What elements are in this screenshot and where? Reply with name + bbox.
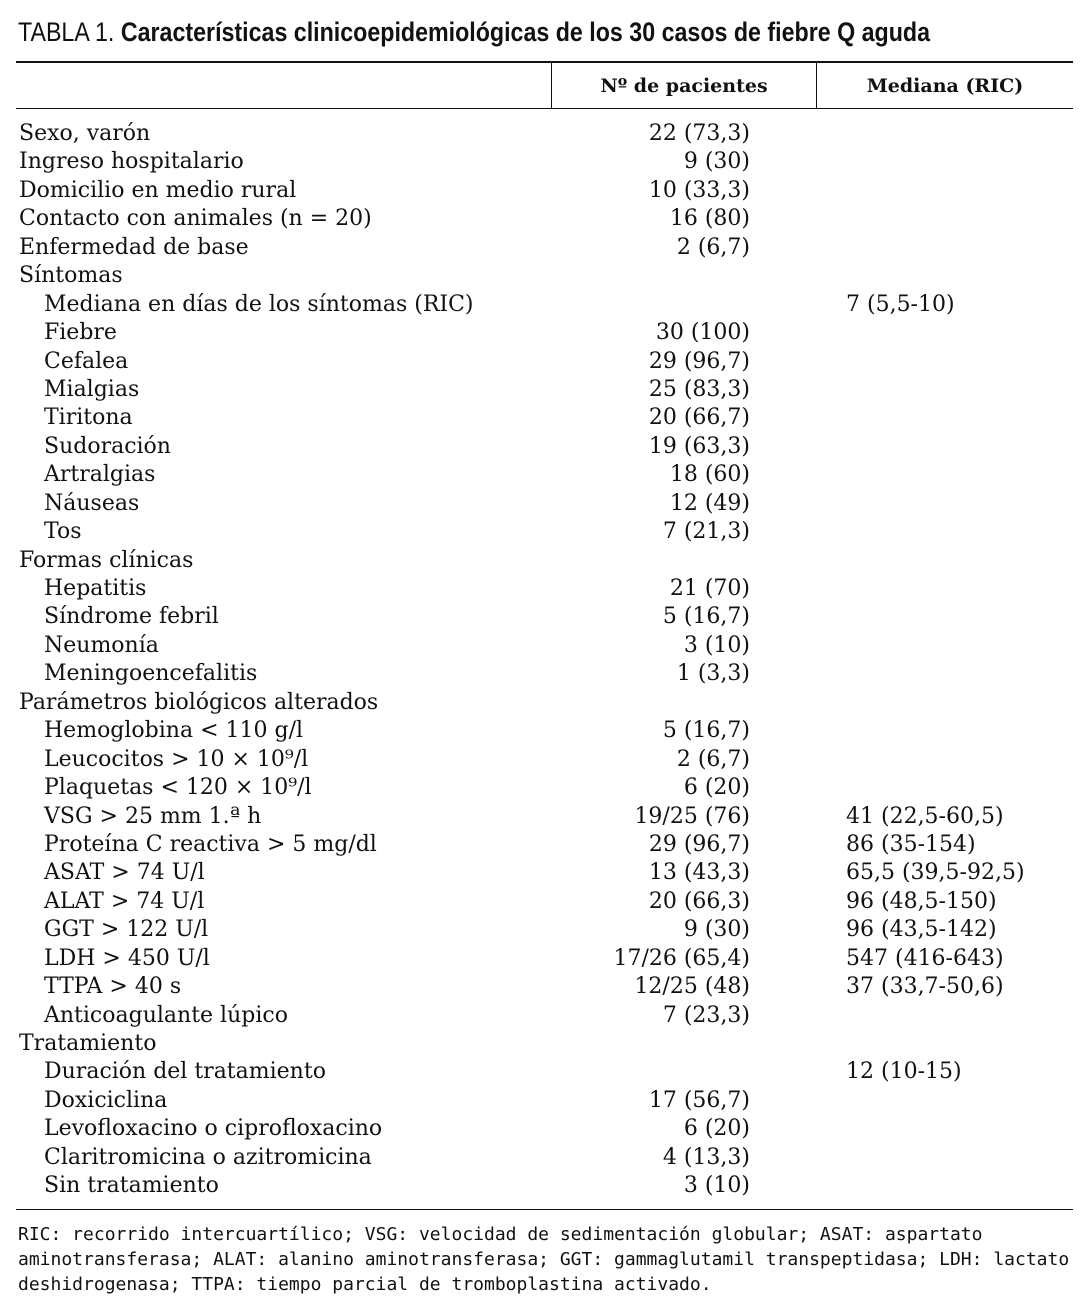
table-row	[0, 603, 1082, 631]
row-label: Tratamiento	[19, 1031, 157, 1056]
cell-pacientes: 30 (100)	[655, 320, 750, 346]
row-label: ALAT > 74 U/l	[44, 888, 205, 914]
top-rule	[16, 61, 1073, 63]
cell-pacientes: 12/25 (48)	[634, 974, 750, 1000]
row-label: Doxiciclina	[44, 1087, 168, 1113]
cell-pacientes: 25 (83,3)	[648, 376, 750, 402]
column-divider-2	[816, 62, 817, 108]
cell-pacientes: 21 (70)	[669, 576, 750, 601]
table-row	[0, 1172, 1082, 1200]
row-label: GGT > 122 U/l	[44, 917, 209, 943]
row-label: Levofloxacino o ciprofloxacino	[44, 1116, 383, 1142]
cell-pacientes: 13 (43,3)	[648, 860, 750, 886]
cell-pacientes: 22 (73,3)	[648, 121, 750, 146]
row-label: Sudoración	[44, 433, 171, 459]
cell-pacientes: 18 (60)	[669, 462, 750, 488]
table-row	[0, 888, 1082, 916]
table-row	[0, 234, 1082, 262]
cell-pacientes: 29 (96,7)	[648, 831, 750, 857]
row-label: Meningoencefalitis	[44, 661, 258, 687]
table-row	[0, 916, 1082, 944]
cell-pacientes: 20 (66,7)	[648, 405, 750, 431]
cell-mediana: 37 (33,7-50,6)	[846, 974, 1004, 1000]
row-label: Fiebre	[44, 320, 117, 346]
row-label: Tos	[44, 519, 82, 545]
row-label: Formas clínicas	[19, 547, 194, 573]
cell-pacientes: 19 (63,3)	[648, 433, 750, 459]
row-label: ASAT > 74 U/l	[44, 860, 205, 886]
row-label: Contacto con animales (n = 20)	[19, 206, 372, 232]
row-label: Síntomas	[19, 263, 123, 289]
table-body	[0, 120, 1082, 1201]
table-row	[0, 774, 1082, 802]
cell-pacientes: 6 (20)	[683, 775, 750, 801]
table-row	[0, 547, 1082, 575]
cell-pacientes: 7 (21,3)	[662, 519, 750, 545]
row-label: Anticoagulante lúpico	[44, 1002, 288, 1028]
table-footnote: RIC: recorrido intercuartílico; VSG: velocidad de sedimentación globular; ASAT: aspartato aminotransferasa; ALAT: alanino aminotransferasa; GGT: gammaglutamil transpeptidasa; LDH: lactato deshidrogenasa; TTPA: tiempo parcial de tromboplastina activado.	[18, 1224, 1070, 1295]
table-row	[0, 518, 1082, 546]
table-row	[0, 376, 1082, 404]
table-row	[0, 291, 1082, 319]
cell-pacientes: 3 (10)	[683, 1173, 750, 1199]
cell-pacientes: 2 (6,7)	[676, 234, 750, 260]
cell-pacientes: 5 (16,7)	[662, 604, 750, 630]
row-label: Hemoglobina < 110 g/l	[44, 718, 304, 744]
table-row	[0, 1058, 1082, 1086]
table-row	[0, 205, 1082, 233]
table-row	[0, 461, 1082, 489]
row-label: Náuseas	[44, 490, 140, 516]
table-row	[0, 262, 1082, 290]
row-label: Hepatitis	[44, 576, 147, 601]
row-label: Parámetros biológicos alterados	[19, 689, 379, 715]
table-title	[18, 14, 930, 50]
table-row	[0, 404, 1082, 432]
row-label: VSG > 25 mm 1.ª h	[44, 803, 262, 829]
table-row	[0, 632, 1082, 660]
table-row	[0, 1087, 1082, 1115]
row-label: Sexo, varón	[19, 121, 151, 146]
table-row	[0, 433, 1082, 461]
table-row	[0, 689, 1082, 717]
cell-pacientes: 4 (13,3)	[662, 1144, 750, 1170]
cell-pacientes: 16 (80)	[669, 206, 750, 232]
cell-pacientes: 3 (10)	[683, 632, 750, 658]
table-row	[0, 746, 1082, 774]
row-label: Ingreso hospitalario	[19, 149, 244, 175]
table-row	[0, 945, 1082, 973]
cell-pacientes: 9 (30)	[683, 917, 750, 943]
row-label: Enfermedad de base	[19, 234, 249, 260]
cell-pacientes: 29 (96,7)	[648, 348, 750, 374]
table-row	[0, 575, 1082, 603]
row-label: LDH > 450 U/l	[44, 945, 210, 971]
table-row	[0, 973, 1082, 1001]
table-row	[0, 120, 1082, 148]
cell-mediana: 65,5 (39,5-92,5)	[846, 860, 1025, 886]
cell-pacientes: 17/26 (65,4)	[613, 945, 750, 971]
cell-mediana: 7 (5,5-10)	[846, 291, 955, 317]
row-label: TTPA > 40 s	[44, 974, 182, 1000]
table-row	[0, 1002, 1082, 1030]
header-mediana: Mediana (RIC)	[866, 75, 1024, 97]
cell-pacientes: 20 (66,3)	[648, 888, 750, 914]
row-label: Sin tratamiento	[44, 1173, 219, 1199]
table-row	[0, 1030, 1082, 1058]
row-label: Leucocitos > 10 × 10⁹/l	[44, 746, 309, 772]
cell-pacientes: 2 (6,7)	[676, 746, 750, 772]
cell-mediana: 12 (10-15)	[846, 1059, 962, 1085]
cell-mediana: 96 (43,5-142)	[846, 917, 997, 943]
row-label: Mialgias	[44, 376, 140, 402]
bottom-rule	[16, 1209, 1073, 1210]
row-label: Tiritona	[44, 405, 133, 431]
row-label: Domicilio en medio rural	[19, 177, 297, 203]
table-row	[0, 831, 1082, 859]
header-rule	[16, 108, 1073, 109]
table-label: TABLA 1.	[18, 17, 115, 47]
row-label: Plaquetas < 120 × 10⁹/l	[44, 775, 312, 801]
row-label: Mediana en días de los síntomas (RIC)	[44, 291, 474, 317]
table-row	[0, 348, 1082, 376]
cell-pacientes: 7 (23,3)	[662, 1002, 750, 1028]
table-row	[0, 490, 1082, 518]
cell-pacientes: 9 (30)	[683, 149, 750, 175]
row-label: Cefalea	[44, 348, 129, 374]
row-label: Duración del tratamiento	[44, 1059, 326, 1085]
table-row	[0, 177, 1082, 205]
table-row	[0, 803, 1082, 831]
cell-mediana: 86 (35-154)	[846, 831, 976, 857]
cell-mediana: 96 (48,5-150)	[846, 888, 997, 914]
cell-mediana: 547 (416-643)	[846, 945, 1004, 971]
row-label: Neumonía	[44, 632, 159, 658]
cell-pacientes: 10 (33,3)	[648, 177, 750, 203]
cell-mediana: 41 (22,5-60,5)	[846, 803, 1004, 829]
table-row	[0, 148, 1082, 176]
row-label: Síndrome febril	[44, 604, 219, 630]
column-divider-1	[551, 62, 552, 108]
cell-pacientes: 5 (16,7)	[662, 718, 750, 744]
cell-pacientes: 17 (56,7)	[648, 1087, 750, 1113]
cell-pacientes: 6 (20)	[683, 1116, 750, 1142]
table-row	[0, 319, 1082, 347]
table-row	[0, 1144, 1082, 1172]
row-label: Artralgias	[44, 462, 156, 488]
table-row	[0, 859, 1082, 887]
table-row	[0, 1115, 1082, 1143]
row-label: Claritromicina o azitromicina	[44, 1144, 372, 1170]
header-pacientes: Nº de pacientes	[600, 75, 768, 97]
table-caption: Características clinicoepidemiológicas de los 30 casos de fiebre Q aguda	[120, 17, 930, 47]
cell-pacientes: 1 (3,3)	[676, 661, 750, 687]
cell-pacientes: 12 (49)	[669, 490, 750, 516]
row-label: Proteína C reactiva > 5 mg/dl	[44, 831, 377, 857]
cell-pacientes: 19/25 (76)	[634, 803, 750, 829]
table-row	[0, 660, 1082, 688]
table-row	[0, 717, 1082, 745]
